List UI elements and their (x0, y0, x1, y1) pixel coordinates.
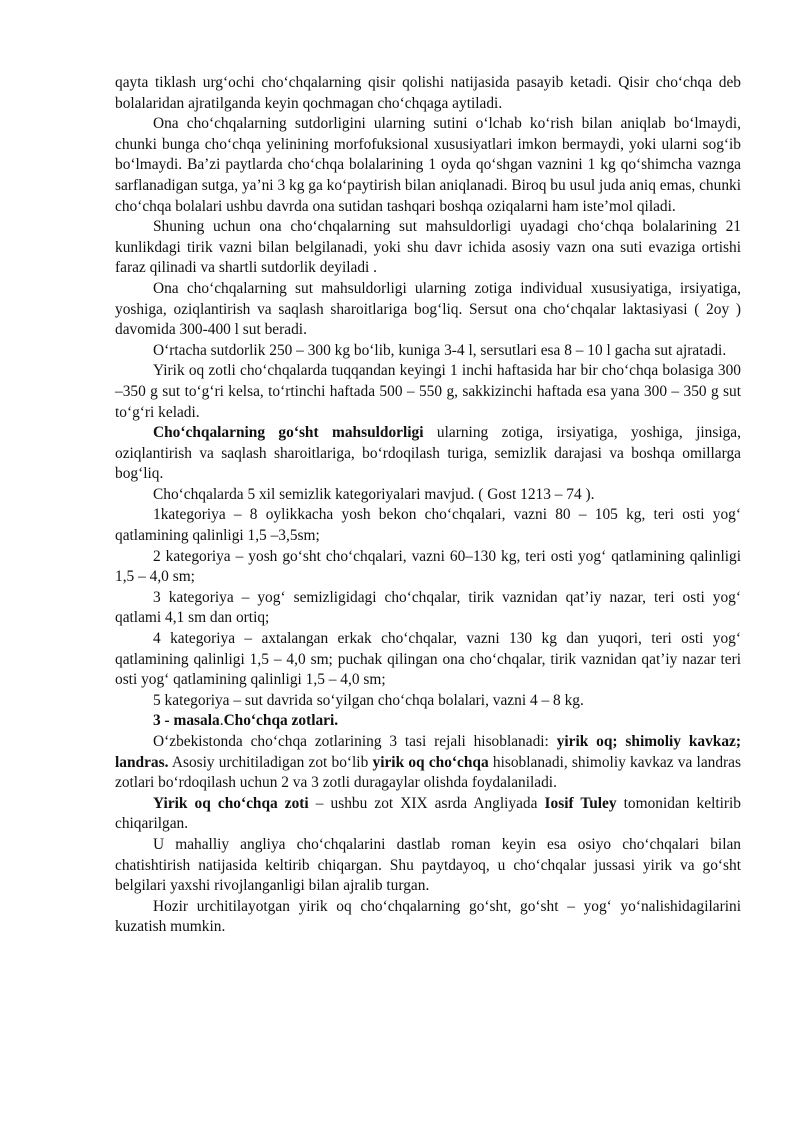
paragraph (115, 341, 741, 362)
bold-text: yirik oq cho‘chqa (372, 753, 489, 771)
paragraph (115, 835, 741, 897)
text-run: qayta tiklash urg‘ochi cho‘chqalarning qisir qolishi natijasida pasayib ketadi. Qisir cho‘chqa deb bolalaridan ajratilganda keyin qochmagan cho‘chqaga aytiladi. (115, 74, 741, 112)
paragraph (115, 732, 741, 794)
text-run: tomonidan keltirib chiqarilgan. (115, 794, 741, 833)
paragraph (115, 711, 741, 732)
bold-text: Cho‘chqa zotlari. (223, 712, 339, 730)
paragraph (115, 73, 741, 114)
text-run: hisoblanadi, shimoliy kavkaz va landras zotlari bo‘rdoqilash uchun 2 va 3 zotli duragaylar olishda foydalaniladi. (115, 753, 741, 792)
paragraph (115, 485, 741, 506)
paragraph (115, 794, 741, 835)
paragraph (115, 217, 741, 279)
paragraph (115, 114, 741, 217)
bold-text: Cho‘chqalarning go‘sht mahsuldorligi (153, 424, 424, 442)
text-run: Shuning uchun ona cho‘chqalarning sut mahsuldorligi uyadagi cho‘chqa bolalarining 21 kunlikdagi tirik vazni bilan belgilanadi, yoki shu davr ichida asosiy vazn ona suti evaziga ortishi faraz qilinadi va shartli sutdorlik deyiladi . (115, 218, 741, 277)
paragraph (115, 691, 741, 712)
text-run: ularning zotiga, irsiyatiga, yoshiga, jinsiga, oziqlantirish va saqlash sharoitlariga, bo‘rdoqilash turiga, semizlik darajasi va boshqa omillarga bog‘liq. (115, 424, 741, 483)
text-run: Cho‘chqalarda 5 xil semizlik kategoriyalari mavjud. ( Gost 1213 – 74 ). (153, 485, 595, 503)
text-run: . (219, 712, 224, 730)
bold-text: Yirik oq cho‘chqa zoti (153, 794, 309, 812)
text-run: Ona cho‘chqalarning sut mahsuldorligi ularning zotiga individual xususiyatiga, irsiyatiga, yoshiga, oziqlantirish va saqlash sharoitlariga bog‘liq. Sersut ona cho‘chqalar laktasiyasi ( 2oy ) davomida 300-400 l sut beradi. (115, 279, 741, 339)
text-run: 1kategoriya – 8 oylikkacha yosh bekon cho‘chqalari, vazni 80 – 105 kg, teri osti yog‘ qatlamining qalinligi 1,5 –3,5sm; (115, 506, 741, 545)
paragraph (115, 897, 741, 938)
text-run: U mahalliy angliya cho‘chqalarini dastlab roman keyin esa osiyo cho‘chqalari bilan chatishtirish natijasida keltirib chiqargan. Shu paytdayoq, u cho‘chqalar jussasi yirik va go‘sht belgilari yaxshi rivojlanganligi bilan ajralib turgan. (115, 835, 741, 895)
bold-text: 3 - masala (153, 712, 220, 730)
text-run: 3 kategoriya – yog‘ semizligidagi cho‘chqalar, tirik vaznidan qat’iy nazar, teri osti yog‘ qatlami 4,1 sm dan ortiq; (115, 588, 741, 627)
text-run: – ushbu zot XIX asrda Angliyada (308, 794, 545, 812)
text-run: Ona cho‘chqalarning sutdorligini ularning sutini o‘lchab ko‘rish bilan aniqlab bo‘lmaydi, chunki bunga cho‘chqa yelinining morfofuksional xususiyatlari imkon bermaydi, yoki ularni sog‘ib bo‘lmaydi. Ba’zi paytlarda cho‘chqa bolalarining 1 oyda qo‘shgan vaznini 1 kg qo‘shimcha vaznga sarflanadigan sutga, ya’ni 3 kg ga ko‘paytirish bilan aniqlanadi. Biroq bu usul juda aniq emas, chunki cho‘chqa bolalari ushbu davrda ona sutidan tashqari boshqa oziqalarni ham iste’mol qiladi. (115, 115, 741, 215)
text-run: Asosiy urchitiladigan zot bo‘lib (168, 753, 373, 771)
text-run: O‘rtacha sutdorlik 250 – 300 kg bo‘lib, kuniga 3-4 l, sersutlari esa 8 – 10 l gacha sut ajratadi. (153, 341, 727, 359)
paragraph (115, 361, 741, 423)
bold-text: Iosif Tuley (544, 794, 617, 812)
text-run: 5 kategoriya – sut davrida so‘yilgan cho‘chqa bolalari, vazni 4 – 8 kg. (153, 691, 584, 709)
paragraph (115, 279, 741, 341)
paragraph (115, 505, 741, 546)
paragraph (115, 547, 741, 588)
text-run: 2 kategoriya – yosh go‘sht cho‘chqalari, vazni 60–130 kg, teri osti yog‘ qatlamining qalinligi 1,5 – 4,0 sm; (115, 547, 741, 586)
document-page (115, 73, 741, 938)
bold-text: yirik oq; shimoliy kavkaz; landras. (115, 733, 741, 771)
text-run: 4 kategoriya – axtalangan erkak cho‘chqalar, vazni 130 kg dan yuqori, teri osti yog‘ qatlamining qalinligi 1,5 – 4,0 sm; puchak qilingan ona cho‘chqalar, tirik vaznidan qat’iy nazar teri osti yog‘ qatlamining qalinligi 1,5 – 4,0 sm; (115, 630, 741, 689)
paragraph (115, 588, 741, 629)
text-run: O‘zbekistonda cho‘chqa zotlarining 3 tasi rejali hisoblanadi: (153, 733, 557, 750)
paragraph (115, 423, 741, 485)
paragraph (115, 629, 741, 691)
text-run: Yirik oq zotli cho‘chqalarda tuqqandan keyingi 1 inchi haftasida har bir cho‘chqa bolasiga 300 –350 g sut to‘g‘ri kelsa, to‘rtinchi haftada 500 – 550 g, sakkizinchi haftada esa yana 300 – 350 g sut to‘g‘ri keladi. (115, 362, 741, 421)
text-run: Hozir urchitilayotgan yirik oq cho‘chqalarning go‘sht, go‘sht – yog‘ yo‘nalishidagilarini kuzatish mumkin. (115, 897, 741, 936)
